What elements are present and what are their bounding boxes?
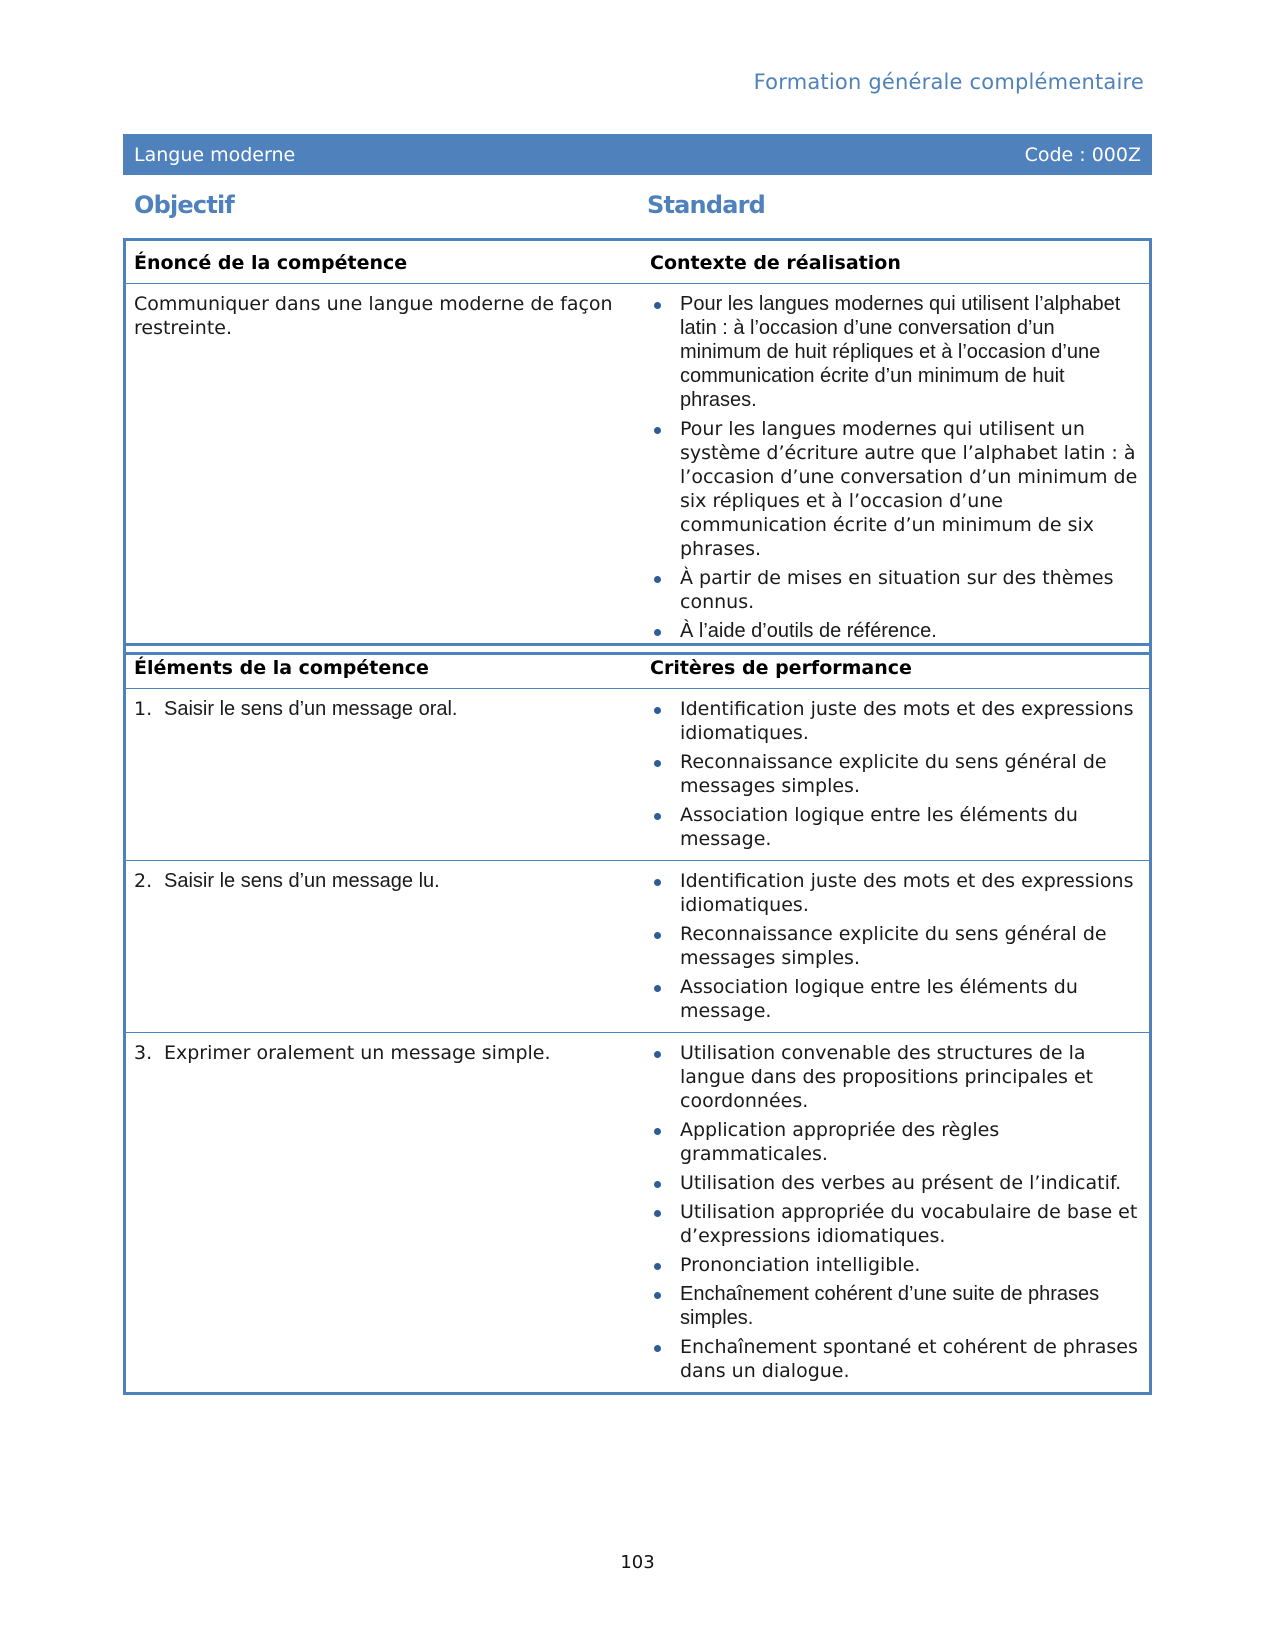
context-column-header: Contexte de réalisation <box>638 240 1151 284</box>
running-header-title: Formation générale complémentaire <box>753 70 1144 94</box>
table-row <box>125 1033 1151 1394</box>
bullet-icon <box>654 1263 661 1270</box>
bullet-icon <box>654 1292 661 1299</box>
bullet-icon <box>654 932 661 939</box>
element-item: 1. Saisir le sens d’un message oral. <box>134 698 458 720</box>
list-item: Utilisation appropriée du vocabulaire de base et d’expressions idiomatiques. <box>650 1200 1139 1248</box>
page-number: 103 <box>620 1552 655 1573</box>
list-item: Association logique entre les éléments du message. <box>650 975 1139 1023</box>
bullet-icon <box>654 427 661 434</box>
list-item: Enchaînement cohérent d’une suite de phrases simples. <box>650 1282 1139 1330</box>
bullet-icon <box>654 707 661 714</box>
element-cell <box>125 1033 639 1394</box>
element-cell <box>125 689 639 861</box>
course-banner <box>123 134 1152 175</box>
context-list <box>650 292 1139 643</box>
bullet-icon <box>654 1210 661 1217</box>
criteria-cell <box>638 1033 1151 1394</box>
element-cell <box>125 861 639 1033</box>
bullet-icon <box>654 813 661 820</box>
bullet-icon <box>654 879 661 886</box>
criteria-list <box>650 697 1139 851</box>
course-subject: Langue moderne <box>134 143 296 166</box>
list-item: À l’aide d’outils de référence. <box>650 619 1139 643</box>
table-row <box>125 284 1151 654</box>
table-row <box>125 689 1151 861</box>
bullet-icon <box>654 1181 661 1188</box>
statement-column-header: Énoncé de la compétence <box>125 240 639 284</box>
list-item: À partir de mises en situation sur des thèmes connus. <box>650 566 1139 614</box>
bullet-icon <box>654 760 661 767</box>
table-row <box>125 861 1151 1033</box>
list-item: Identification juste des mots et des expressions idiomatiques. <box>650 869 1139 917</box>
list-item: Pour les langues modernes qui utilisent l’alphabet latin : à l’occasion d’une conversation d’un minimum de huit répliques et à l’occasion d’une communication écrite d’un minimum de huit phrases. <box>650 292 1139 412</box>
standard-heading: Standard <box>647 191 766 219</box>
competency-elements-table <box>123 643 1152 1395</box>
bullet-icon <box>654 1345 661 1352</box>
criteria-column-header: Critères de performance <box>638 645 1151 689</box>
elements-column-header: Éléments de la compétence <box>125 645 639 689</box>
table-header-row <box>125 240 1151 284</box>
criteria-cell <box>638 689 1151 861</box>
table-header-row <box>125 645 1151 689</box>
list-item: Enchaînement spontané et cohérent de phrases dans un dialogue. <box>650 1335 1139 1383</box>
list-item: Pour les langues modernes qui utilisent un système d’écriture autre que l’alphabet latin : à l’occasion d’une conversation d’un minimum de six répliques et à l’occasion d’une communication écrite d’un minimum de six phrases. <box>650 417 1139 561</box>
bullet-icon <box>654 1051 661 1058</box>
criteria-cell <box>638 861 1151 1033</box>
context-cell <box>638 284 1151 654</box>
bullet-icon <box>654 576 661 583</box>
list-item: Reconnaissance explicite du sens général de messages simples. <box>650 922 1139 970</box>
element-item: 3. Exprimer oralement un message simple. <box>134 1042 551 1064</box>
bullet-icon <box>654 1128 661 1135</box>
bullet-icon <box>654 985 661 992</box>
list-item: Prononciation intelligible. <box>650 1253 1139 1277</box>
criteria-list <box>650 869 1139 1023</box>
list-item: Utilisation convenable des structures de la langue dans des propositions principales et coordonnées. <box>650 1041 1139 1113</box>
course-code: Code : 000Z <box>1024 143 1141 166</box>
bullet-icon <box>654 629 661 636</box>
list-item: Association logique entre les éléments du message. <box>650 803 1139 851</box>
list-item: Utilisation des verbes au présent de l’indicatif. <box>650 1171 1139 1195</box>
element-item: 2. Saisir le sens d’un message lu. <box>134 870 440 892</box>
competency-statement-table <box>123 238 1152 655</box>
list-item: Application appropriée des règles grammaticales. <box>650 1118 1139 1166</box>
criteria-list <box>650 1041 1139 1383</box>
list-item: Identification juste des mots et des expressions idiomatiques. <box>650 697 1139 745</box>
competency-statement: Communiquer dans une langue moderne de façon restreinte. <box>125 284 639 654</box>
section-headings <box>123 191 1152 231</box>
list-item: Reconnaissance explicite du sens général de messages simples. <box>650 750 1139 798</box>
objectif-heading: Objectif <box>134 191 235 219</box>
bullet-icon <box>654 302 661 309</box>
